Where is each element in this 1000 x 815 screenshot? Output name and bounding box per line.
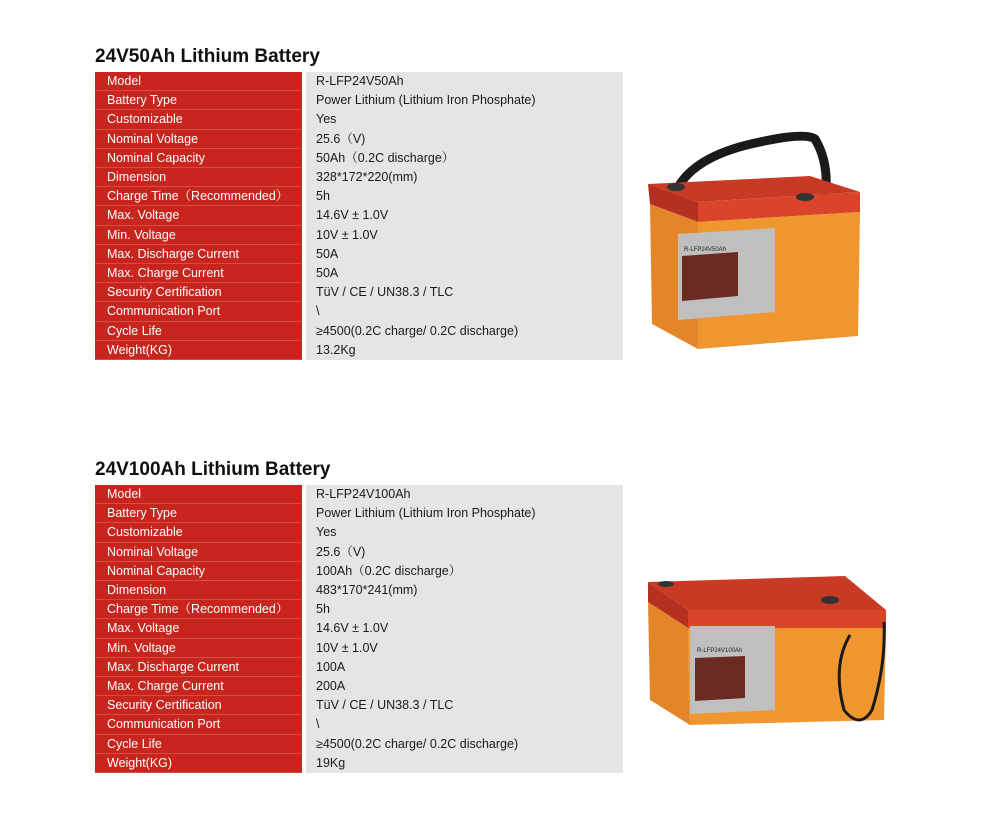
- battery-product-image-1: [640, 124, 865, 352]
- spec-value: TüV / CE / UN38.3 / TLC: [304, 696, 623, 715]
- spec-row: [95, 340, 623, 359]
- spec-label: Communication Port: [95, 302, 304, 321]
- spec-label: Min. Voltage: [95, 638, 304, 657]
- spec-value: 10V ± 1.0V: [304, 225, 623, 244]
- spec-row: [95, 581, 623, 600]
- spec-value: 25.6（V): [304, 129, 623, 148]
- spec-row: [95, 677, 623, 696]
- battery-label-panel: [695, 656, 745, 701]
- spec-row: [95, 129, 623, 148]
- spec-label: Max. Charge Current: [95, 264, 304, 283]
- spec-row: [95, 148, 623, 167]
- spec-value: Power Lithium (Lithium Iron Phosphate): [304, 504, 623, 523]
- spec-label: Max. Voltage: [95, 206, 304, 225]
- spec-value: 100Ah（0.2C discharge）: [304, 561, 623, 580]
- spec-value: 14.6V ± 1.0V: [304, 206, 623, 225]
- product-title: 24V50Ah Lithium Battery: [95, 46, 320, 67]
- spec-label: Battery Type: [95, 91, 304, 110]
- product-title: 24V100Ah Lithium Battery: [95, 459, 331, 480]
- spec-label: Security Certification: [95, 696, 304, 715]
- spec-value: 483*170*241(mm): [304, 581, 623, 600]
- spec-label: Customizable: [95, 523, 304, 542]
- spec-row: [95, 600, 623, 619]
- spec-value: 200A: [304, 677, 623, 696]
- spec-label: Model: [95, 72, 304, 91]
- spec-row: [95, 542, 623, 561]
- spec-row: [95, 206, 623, 225]
- spec-row: [95, 753, 623, 772]
- spec-value: 328*172*220(mm): [304, 168, 623, 187]
- spec-row: [95, 561, 623, 580]
- spec-row: [95, 321, 623, 340]
- spec-value: ≥4500(0.2C charge/ 0.2C discharge): [304, 321, 623, 340]
- battery-lid-top: [648, 576, 886, 610]
- battery-lid-front: [688, 610, 886, 628]
- spec-row: [95, 302, 623, 321]
- spec-row: [95, 72, 623, 91]
- spec-row: [95, 187, 623, 206]
- battery-product-image-2: [640, 570, 890, 730]
- spec-value: 14.6V ± 1.0V: [304, 619, 623, 638]
- spec-label: Dimension: [95, 581, 304, 600]
- spec-row: [95, 225, 623, 244]
- spec-value: Power Lithium (Lithium Iron Phosphate): [304, 91, 623, 110]
- spec-label: Max. Voltage: [95, 619, 304, 638]
- spec-row: [95, 696, 623, 715]
- spec-label: Nominal Capacity: [95, 148, 304, 167]
- spec-row: [95, 485, 623, 504]
- spec-value: R-LFP24V100Ah: [304, 485, 623, 504]
- spec-value: 50Ah（0.2C discharge）: [304, 148, 623, 167]
- spec-label: Weight(KG): [95, 753, 304, 772]
- spec-value: 100A: [304, 657, 623, 676]
- spec-row: [95, 619, 623, 638]
- spec-label: Communication Port: [95, 715, 304, 734]
- spec-label: Security Certification: [95, 283, 304, 302]
- spec-row: [95, 283, 623, 302]
- spec-value: 10V ± 1.0V: [304, 638, 623, 657]
- battery-label-panel: [682, 252, 738, 301]
- spec-value: ≥4500(0.2C charge/ 0.2C discharge): [304, 734, 623, 753]
- spec-value: 25.6（V): [304, 542, 623, 561]
- spec-table: [95, 485, 623, 773]
- spec-label: Cycle Life: [95, 734, 304, 753]
- spec-value: 19Kg: [304, 753, 623, 772]
- spec-row: [95, 715, 623, 734]
- spec-row: [95, 504, 623, 523]
- battery-label-text: R-LFP24V50Ah: [684, 247, 727, 253]
- spec-row: [95, 264, 623, 283]
- spec-value: 13.2Kg: [304, 340, 623, 359]
- spec-row: [95, 734, 623, 753]
- spec-label: Charge Time（Recommended）: [95, 600, 304, 619]
- terminal: [658, 581, 674, 587]
- spec-label: Dimension: [95, 168, 304, 187]
- spec-row: [95, 168, 623, 187]
- spec-label: Cycle Life: [95, 321, 304, 340]
- spec-value: \: [304, 302, 623, 321]
- battery-label-text: R-LFP24V100Ah: [697, 648, 743, 654]
- spec-row: [95, 523, 623, 542]
- spec-table: [95, 72, 623, 360]
- spec-row: [95, 638, 623, 657]
- spec-label: Min. Voltage: [95, 225, 304, 244]
- spec-label: Weight(KG): [95, 340, 304, 359]
- spec-label: Charge Time（Recommended）: [95, 187, 304, 206]
- spec-label: Customizable: [95, 110, 304, 129]
- spec-row: [95, 110, 623, 129]
- terminal: [796, 193, 814, 201]
- spec-label: Nominal Capacity: [95, 561, 304, 580]
- terminal: [821, 596, 839, 604]
- spec-label: Max. Charge Current: [95, 677, 304, 696]
- spec-value: R-LFP24V50Ah: [304, 72, 623, 91]
- spec-label: Max. Discharge Current: [95, 244, 304, 263]
- spec-label: Max. Discharge Current: [95, 657, 304, 676]
- terminal: [667, 183, 685, 191]
- spec-value: Yes: [304, 523, 623, 542]
- spec-value: 5h: [304, 187, 623, 206]
- spec-label: Nominal Voltage: [95, 542, 304, 561]
- spec-value: 5h: [304, 600, 623, 619]
- spec-value: 50A: [304, 244, 623, 263]
- spec-label: Model: [95, 485, 304, 504]
- spec-label: Battery Type: [95, 504, 304, 523]
- spec-label: Nominal Voltage: [95, 129, 304, 148]
- spec-value: \: [304, 715, 623, 734]
- spec-value: 50A: [304, 264, 623, 283]
- spec-value: Yes: [304, 110, 623, 129]
- spec-row: [95, 91, 623, 110]
- spec-row: [95, 244, 623, 263]
- spec-row: [95, 657, 623, 676]
- spec-value: TüV / CE / UN38.3 / TLC: [304, 283, 623, 302]
